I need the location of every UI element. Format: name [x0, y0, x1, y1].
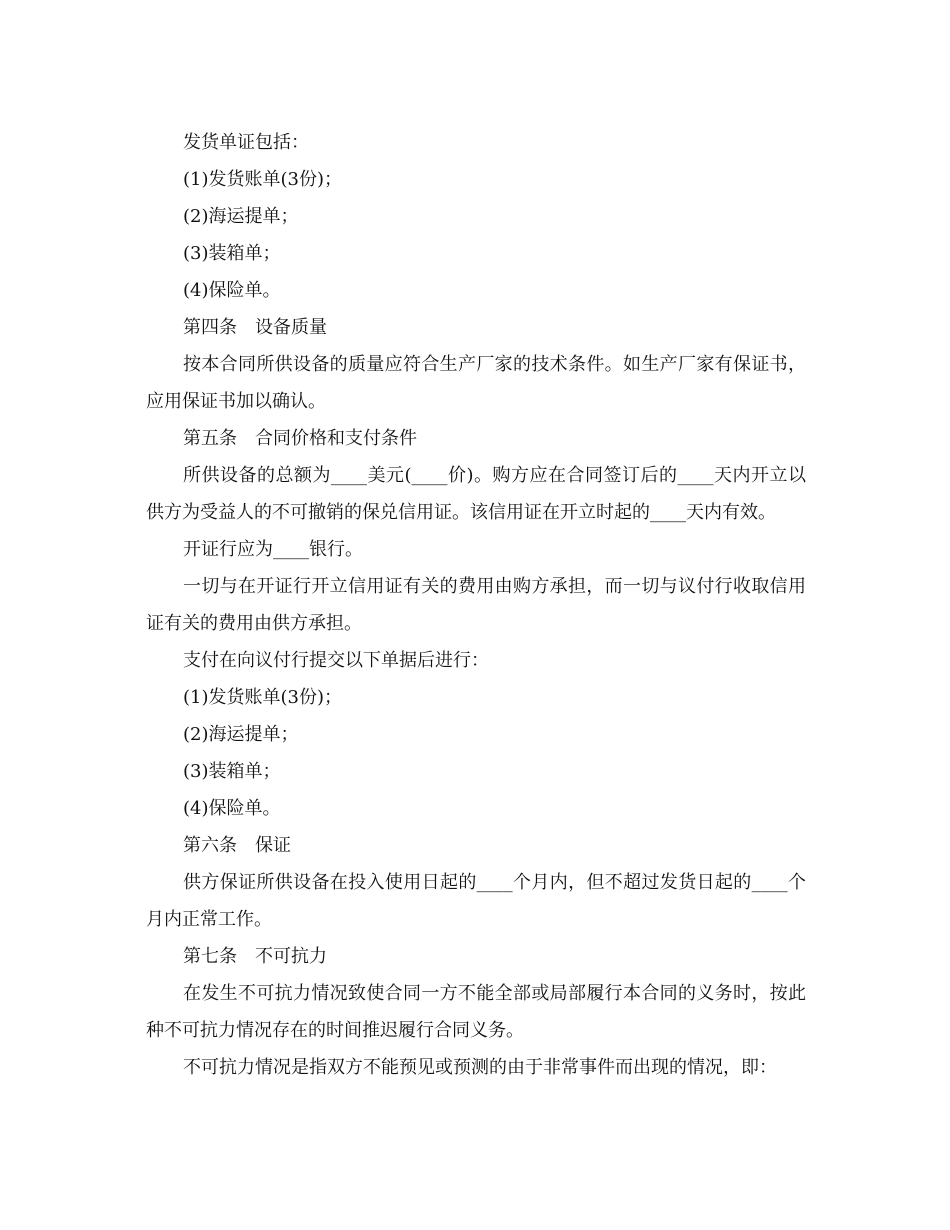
list-item-invoice: (1)发货账单(3份)； [183, 169, 342, 190]
article-6-body: 供方保证所供设备在投入使用日起的____个月内，但不超过发货日起的____个月内正常工作。 [146, 872, 806, 930]
article-5-issuing-bank: 开证行应为____银行。 [183, 539, 363, 560]
list-item-packing-list: (3)装箱单； [183, 761, 281, 782]
article-5-fees: 一切与在开证行开立信用证有关的费用由购方承担，而一切与议付行收取信用证有关的费用由供方承担。 [146, 576, 806, 634]
article-5-heading: 第五条 合同价格和支付条件 [183, 428, 417, 449]
paragraph-shipping-documents-intro: 发货单证包括： [183, 132, 309, 153]
article-7-heading: 第七条 不可抗力 [183, 946, 327, 967]
list-item-bill-of-lading: (2)海运提单； [183, 724, 299, 745]
document-body [146, 124, 806, 1086]
list-item-packing-list: (3)装箱单； [183, 243, 281, 264]
list-item-insurance-policy: (4)保险单。 [183, 798, 281, 819]
list-item-invoice: (1)发货账单(3份)； [183, 687, 342, 708]
article-5-total-amount: 所供设备的总额为____美元(____价)。购方应在合同签订后的____天内开立以供方为受益人的不可撤销的保兑信用证。该信用证在开立时起的____天内有效。 [146, 465, 806, 523]
article-4-body: 按本合同所供设备的质量应符合生产厂家的技术条件。如生产厂家有保证书，应用保证书加以确认。 [146, 354, 806, 412]
article-4-heading: 第四条 设备质量 [183, 317, 327, 338]
article-7-definition: 不可抗力情况是指双方不能预见或预测的由于非常事件而出现的情况，即： [183, 1057, 777, 1078]
list-item-bill-of-lading: (2)海运提单； [183, 206, 299, 227]
list-item-insurance-policy: (4)保险单。 [183, 280, 281, 301]
article-6-heading: 第六条 保证 [183, 835, 291, 856]
article-7-body: 在发生不可抗力情况致使合同一方不能全部或局部履行本合同的义务时，按此种不可抗力情况存在的时间推迟履行合同义务。 [146, 983, 806, 1041]
article-5-payment-intro: 支付在向议付行提交以下单据后进行： [183, 650, 489, 671]
